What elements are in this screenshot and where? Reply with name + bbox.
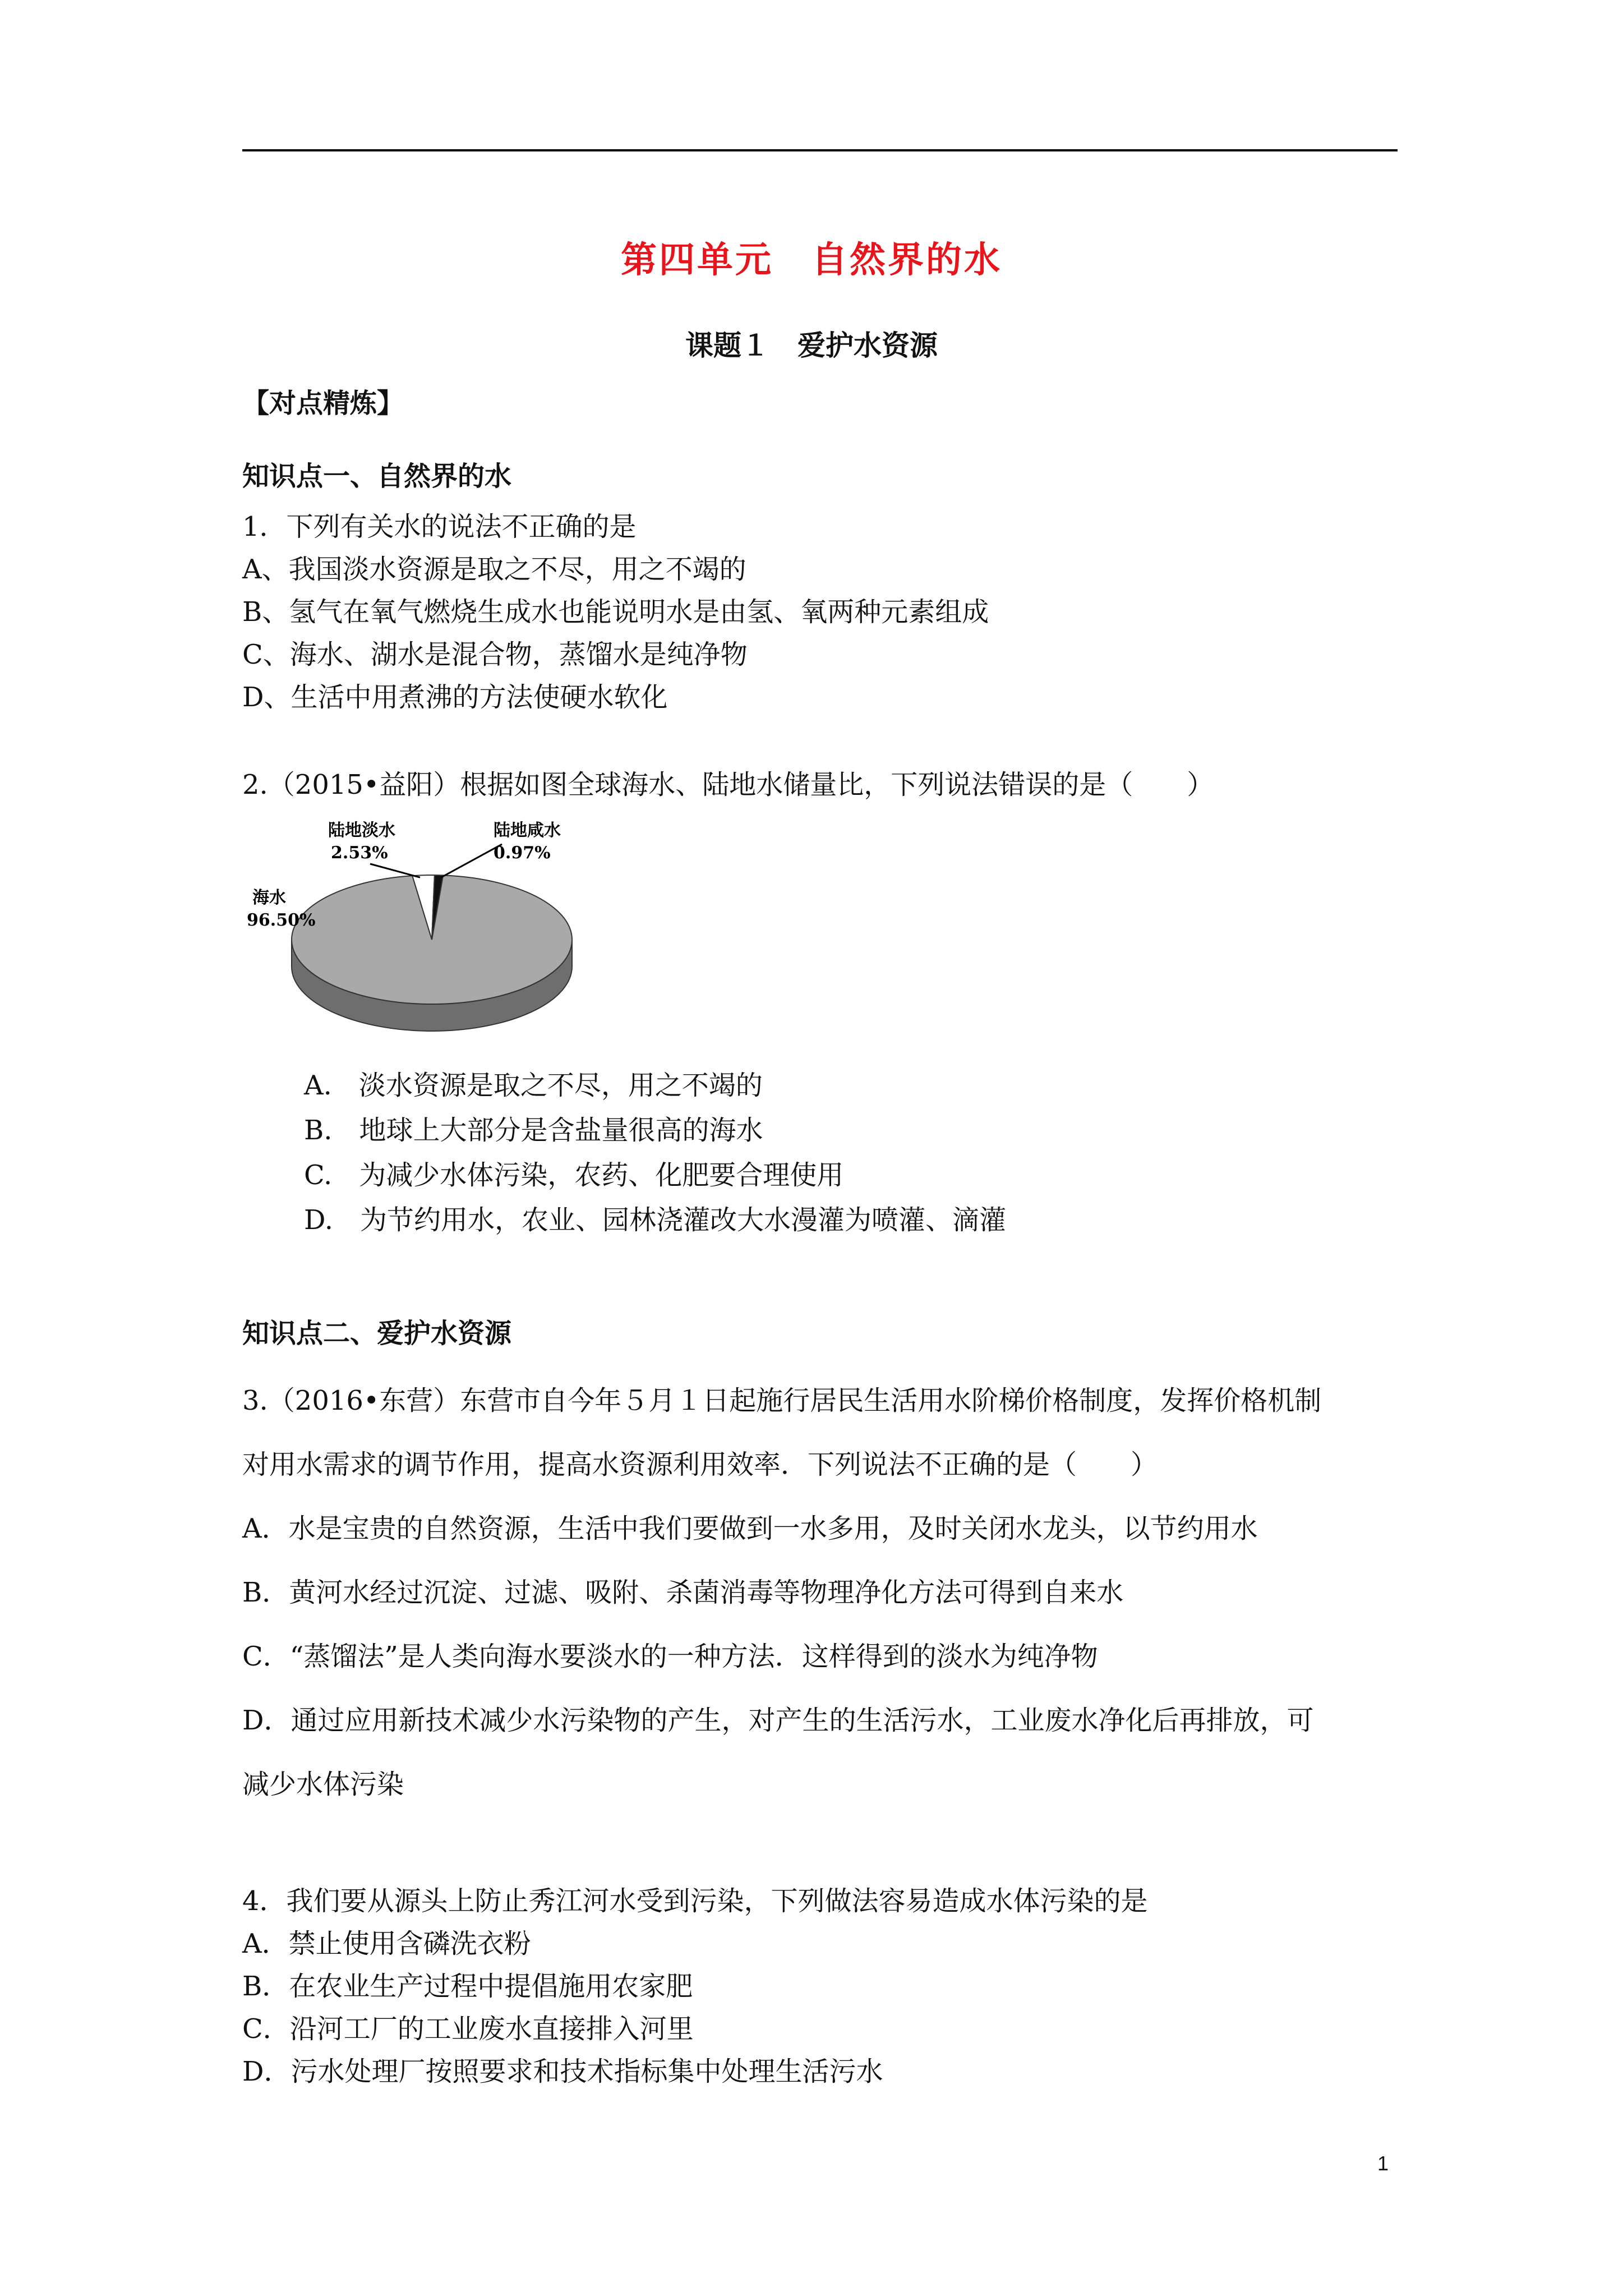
unit-title: 第四单元 自然界的水 [621,239,1002,281]
section-practice-heading: 【对点精炼】 [242,388,404,419]
question-3-option-b: B．黄河水经过沉淀、过滤、吸附、杀菌消毒等物理净化方法可得到自来水 [242,1577,1124,1608]
leader-line-land-saltwater [441,844,502,877]
question-3-option-d-line-1: D．通过应用新技术减少水污染物的产生，对产生的生活污水，工业废水净化后再排放，可 [242,1705,1314,1736]
question-1-option-d: D、生活中用煮沸的方法使硬水软化 [242,682,668,713]
pie-label-freshwater-name: 陆地淡水 [328,821,395,840]
question-2-option-c: C. 为减少水体污染，农药、化肥要合理使用 [304,1159,844,1191]
question-4-option-d: D．污水处理厂按照要求和技术指标集中处理生活污水 [242,2056,883,2087]
question-4-option-c: C．沿河工厂的工业废水直接排入河里 [242,2013,694,2045]
leader-line-land-freshwater [370,864,420,877]
page-number: 1 [1377,2152,1389,2175]
question-2-stem: 2.（2015•益阳）根据如图全球海水、陆地水储量比，下列说法错误的是（ ） [242,769,1214,800]
question-3-option-d-line-2: 减少水体污染 [242,1769,404,1800]
pie-label-saltwater-name: 陆地咸水 [494,821,561,840]
pie-label-seawater-value: 96.50% [247,910,316,930]
question-4-stem: 4．我们要从源头上防止秀江河水受到污染，下列做法容易造成水体污染的是 [242,1885,1148,1917]
pie-label-seawater-name: 海水 [252,888,286,908]
header-rule [242,149,1398,151]
question-3-stem-line-2: 对用水需求的调节作用，提高水资源利用效率．下列说法不正确的是（ ） [242,1449,1158,1480]
question-3-option-c: C．“蒸馏法”是人类向海水要淡水的一种方法．这样得到的淡水为纯净物 [242,1641,1098,1672]
pie-label-saltwater-value: 0.97% [494,843,551,863]
question-2-option-a: A. 淡水资源是取之不尽，用之不竭的 [304,1070,763,1101]
lesson-title: 课题１ 爱护水资源 [685,329,938,362]
pie-label-freshwater-value: 2.53% [331,843,388,863]
question-2-option-b: B. 地球上大部分是含盐量很高的海水 [304,1115,763,1146]
knowledge-point-1-heading: 知识点一、自然界的水 [242,461,512,492]
question-4-option-b: B．在农业生产过程中提倡施用农家肥 [242,1971,693,2002]
question-3-option-a: A．水是宝贵的自然资源，生活中我们要做到一水多用，及时关闭水龙头，以节约用水 [242,1513,1258,1544]
question-1-option-b: B、氢气在氧气燃烧生成水也能说明水是由氢、氧两种元素组成 [242,596,989,628]
question-3-stem-line-1: 3.（2016•东营）东营市自今年５月１日起施行居民生活用水阶梯价格制度，发挥价格机制 [242,1385,1322,1416]
knowledge-point-2-heading: 知识点二、爱护水资源 [242,1318,512,1349]
question-1-stem: 1．下列有关水的说法不正确的是 [242,511,637,542]
water-distribution-pie-chart [238,813,586,1060]
question-4-option-a: A．禁止使用含磷洗衣粉 [242,1928,531,1959]
question-1-option-a: A、我国淡水资源是取之不尽，用之不竭的 [242,554,746,585]
question-1-option-c: C、海水、湖水是混合物，蒸馏水是纯净物 [242,639,748,670]
question-2-option-d: D. 为节约用水，农业、园林浇灌改大水漫灌为喷灌、滴灌 [304,1204,1007,1236]
